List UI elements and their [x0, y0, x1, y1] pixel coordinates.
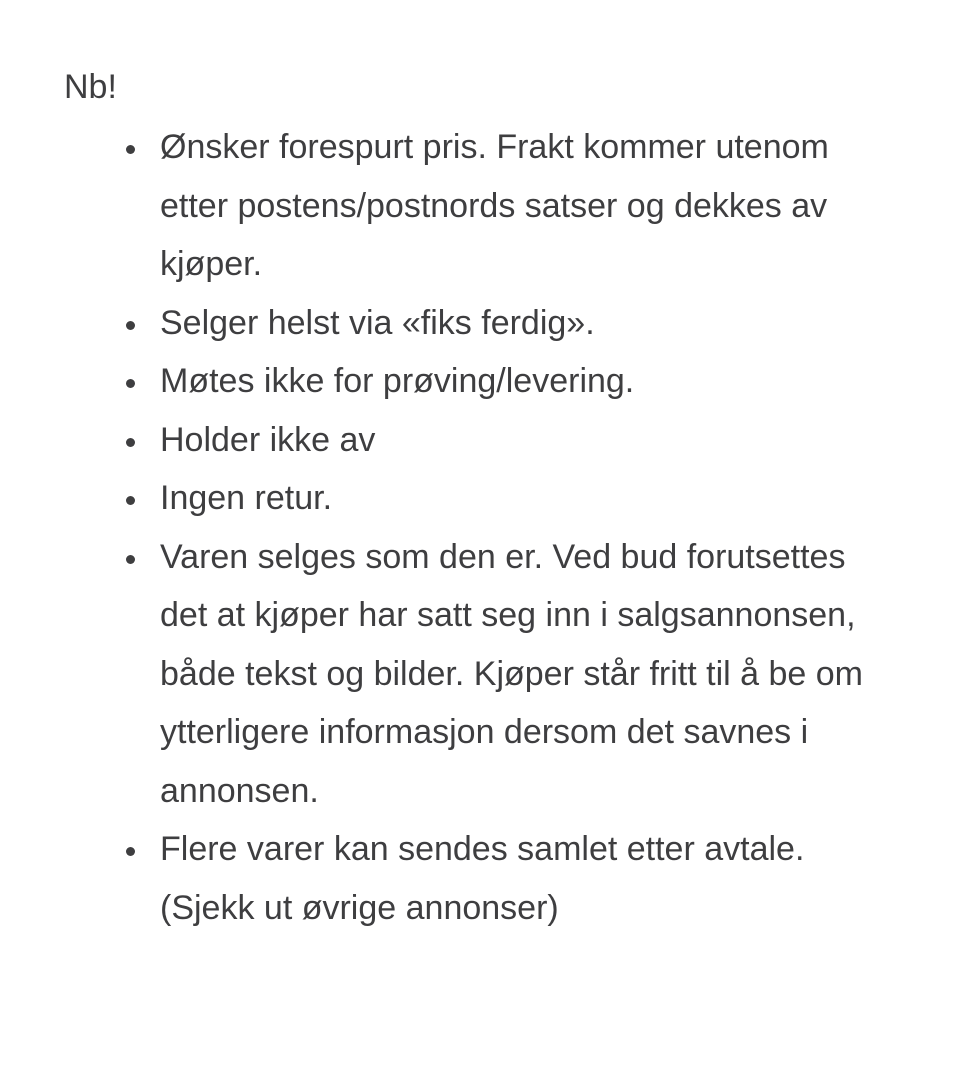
list-item: • Møtes ikke for prøving/levering. [150, 352, 892, 410]
note-list [64, 118, 892, 937]
list-item: • Holder ikke av [150, 411, 892, 469]
list-item: • Ingen retur. [150, 469, 892, 527]
list-item: • Selger helst via «fiks ferdig». [150, 294, 892, 352]
list-item: • Flere varer kan sendes samlet etter avtale. (Sjekk ut øvrige annonser) [150, 820, 892, 937]
list-item: • Varen selges som den er. Ved bud forutsettes det at kjøper har satt seg inn i salgsannonsen, både tekst og bilder. Kjøper står fritt til å be om ytterligere informasjon dersom det savnes i annonsen. [150, 528, 892, 820]
note-heading: Nb! [64, 68, 117, 106]
list-item: • Ønsker forespurt pris. Frakt kommer utenom etter postens/postnords satser og dekkes av kjøper. [150, 118, 892, 293]
